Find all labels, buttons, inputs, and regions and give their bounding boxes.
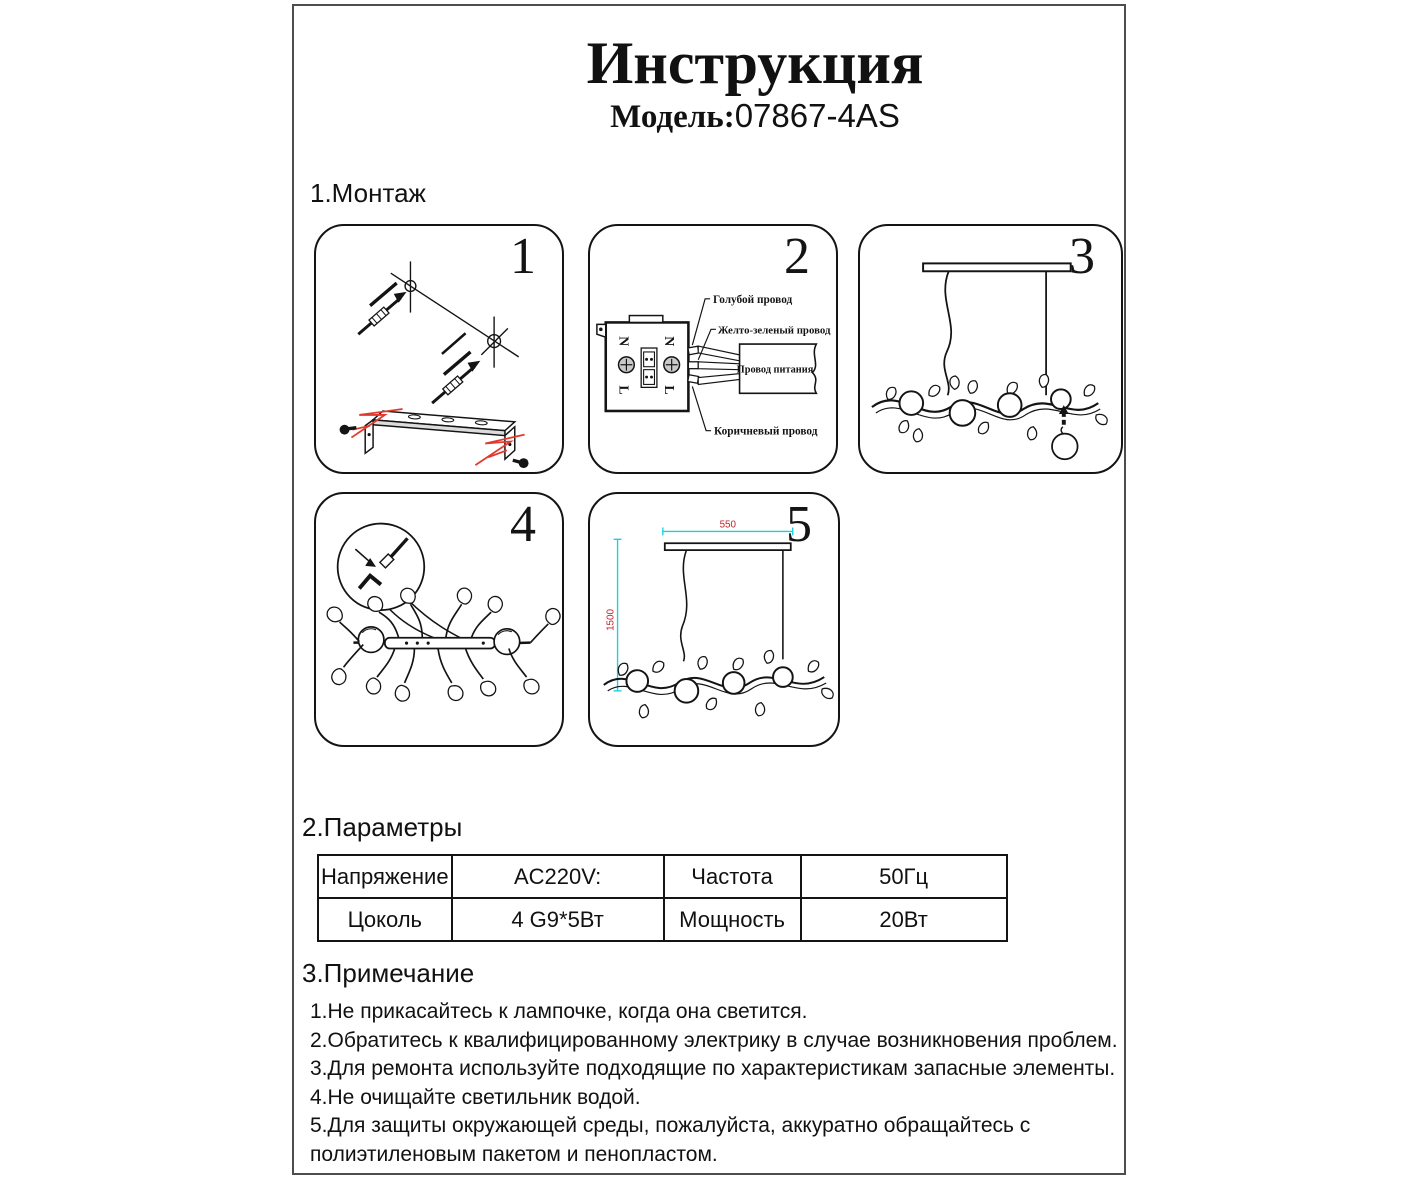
terminal-block-icon <box>597 316 689 411</box>
montage-panel-2 <box>588 224 838 474</box>
width-dimension: 550 <box>719 519 736 531</box>
terminal-n-label: N <box>616 336 632 347</box>
note-item: 5.Для защиты окружающей среды, пожалуйста, аккуратно обращайтесь с полиэтиленовым пакетом и пенопластом. <box>310 1114 1031 1166</box>
wall-anchor-icon <box>358 283 406 334</box>
param-value: 50Гц <box>801 855 1007 898</box>
screw-icon <box>340 425 357 435</box>
yellow-green-wire-label: Желто-зеленый провод <box>717 324 831 337</box>
brown-wire-label: Коричневый провод <box>713 425 818 438</box>
wall-anchor-icon <box>432 352 480 403</box>
param-value: 20Вт <box>801 898 1007 941</box>
montage-panel-4 <box>314 492 564 747</box>
page-title: Инструкция <box>586 30 924 96</box>
panel-number: 1 <box>510 228 536 285</box>
montage-panel-5 <box>588 492 840 747</box>
model-line <box>386 97 1124 136</box>
param-value: AC220V: <box>452 855 664 898</box>
model-number: 07867-4AS <box>734 97 900 134</box>
glass-bulbs <box>626 667 792 702</box>
bulb-insert-arrow <box>1052 405 1078 459</box>
power-cord-label: Провод питания <box>736 364 814 376</box>
note-item: 4.Не очищайте светильник водой. <box>310 1085 641 1109</box>
magnifier-callout <box>338 524 476 646</box>
instruction-page <box>292 4 1126 1175</box>
panel-number: 2 <box>784 228 810 285</box>
height-dimension: 1500 <box>605 609 617 631</box>
panel-number: 3 <box>1069 228 1095 285</box>
terminal-n-label: N <box>661 336 677 347</box>
section-params-heading: 2.Параметры <box>302 812 463 842</box>
param-value: 4 G9*5Вт <box>452 898 664 941</box>
notes-list <box>310 998 1128 1169</box>
table-row <box>318 898 1007 941</box>
parameters-table <box>317 854 1008 942</box>
panel-number: 4 <box>510 496 536 553</box>
title-block <box>294 32 1124 136</box>
section-montage-heading: 1.Монтаж <box>310 178 426 208</box>
blue-wire-label: Голубой провод <box>713 293 793 306</box>
screw-icon <box>513 458 529 468</box>
note-item: 3.Для ремонта используйте подходящие по характеристикам запасные элементы. <box>310 1057 1116 1080</box>
montage-panel-1 <box>314 224 564 474</box>
wires <box>698 346 739 384</box>
panel-number: 5 <box>786 496 812 553</box>
terminal-l-label: L <box>616 385 632 395</box>
param-label: Цоколь <box>318 898 452 941</box>
table-row <box>318 855 1007 898</box>
param-label: Мощность <box>664 898 801 941</box>
mounting-bracket-icon <box>365 411 515 459</box>
section-notes-heading: 3.Примечание <box>302 958 475 988</box>
model-label: Модель: <box>610 99 735 135</box>
param-label: Частота <box>664 855 801 898</box>
montage-panel-3 <box>858 224 1123 474</box>
wire-stubs <box>688 346 699 383</box>
note-item: 1.Не прикасайтесь к лампочке, когда она светится. <box>310 1000 808 1023</box>
terminal-l-label: L <box>661 385 677 395</box>
note-item: 2.Обратитесь к квалифицированному электрику в случае возникновения проблем. <box>310 1028 1118 1052</box>
param-label: Напряжение <box>318 855 452 898</box>
